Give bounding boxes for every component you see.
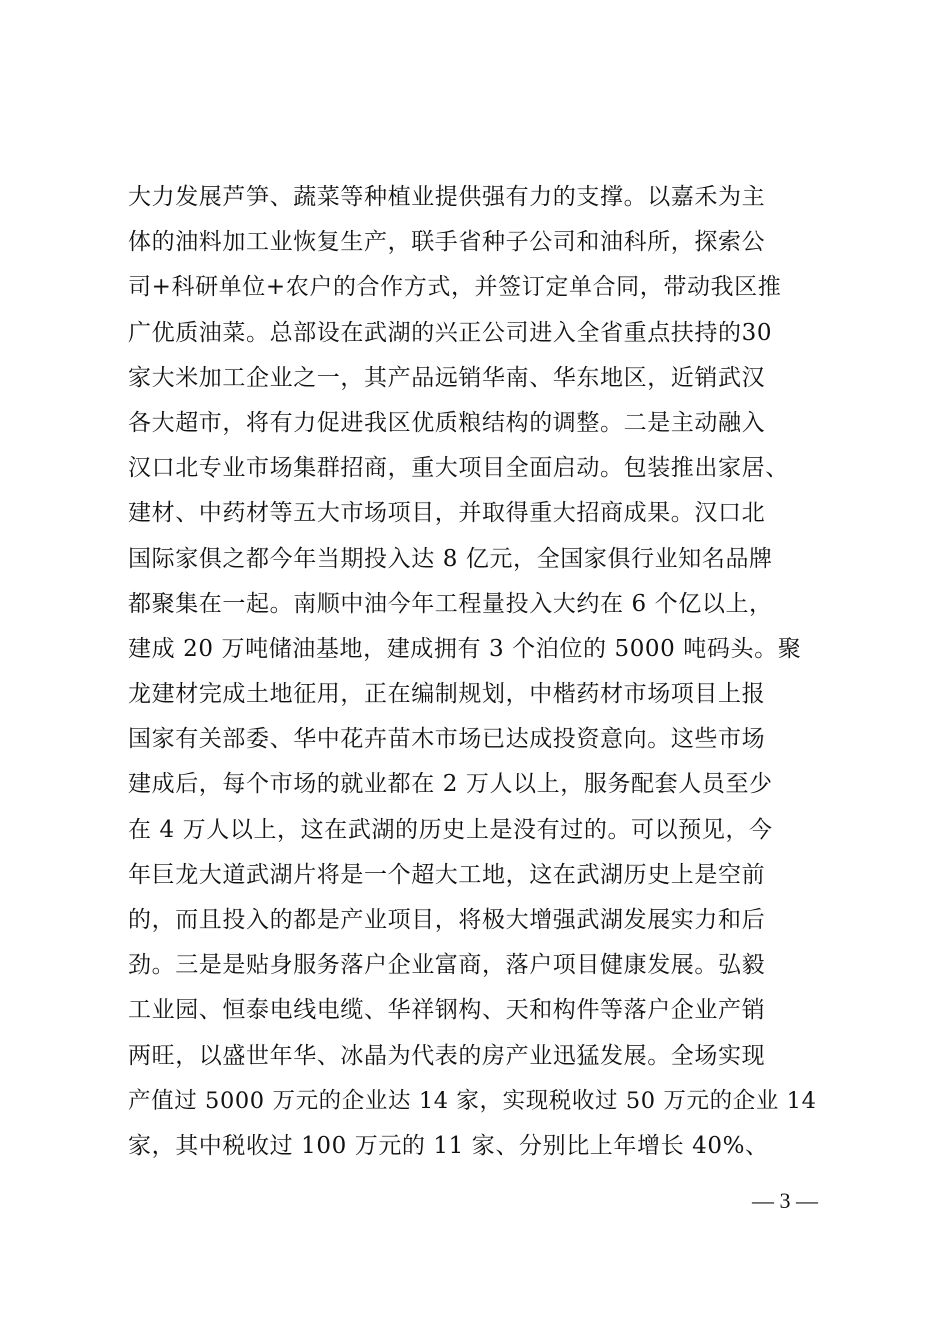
- text-line-9: 国际家俱之都今年当期投入达 8 亿元，全国家俱行业知名品牌: [128, 545, 773, 572]
- text-line-8: 建材、中药材等五大市场项目，并取得重大招商成果。汉口北: [128, 500, 766, 527]
- text-line-12: 龙建材完成土地征用，正在编制规划，中楷药材市场项目上报: [128, 681, 766, 708]
- text-line-21: 产值过 5000 万元的企业达 14 家，实现税收过 50 万元的企业 14: [128, 1087, 817, 1114]
- text-line-7: 汉口北专业市场集群招商，重大项目全面启动。包装推出家居、: [128, 455, 789, 482]
- text-line-17: 的，而且投入的都是产业项目，将极大增强武湖发展实力和后: [128, 907, 766, 933]
- text-line-15: 在 4 万人以上，这在武湖的历史上是没有过的。可以预见，今: [128, 816, 773, 843]
- text-line-3: 司+科研单位+农户的合作方式，并签订定单合同，带动我区推: [128, 274, 782, 301]
- text-line-11: 建成 20 万吨储油基地，建成拥有 3 个泊位的 5000 吨码头。聚: [128, 635, 802, 662]
- text-line-1: 大力发展芦笋、蔬菜等种植业提供强有力的支撑。以嘉禾为主: [128, 184, 766, 210]
- text-line-14: 建成后，每个市场的就业都在 2 万人以上，服务配套人员至少: [128, 771, 773, 798]
- text-line-18: 劲。三是是贴身服务落户企业富商，落户项目健康发展。弘毅: [128, 952, 766, 979]
- text-line-6: 各大超市，将有力促进我区优质粮结构的调整。二是主动融入: [128, 409, 766, 436]
- page-number: — 3 —: [752, 1188, 818, 1213]
- text-line-2: 体的油料加工业恢复生产，联手省种子公司和油科所，探索公: [128, 229, 766, 256]
- text-line-22: 家，其中税收过 100 万元的 11 家、分别比上年增长 40%、: [128, 1132, 769, 1159]
- text-line-20: 两旺，以盛世年华、冰晶为代表的房产业迅猛发展。全场实现: [128, 1042, 766, 1069]
- text-line-4: 广优质油菜。总部设在武湖的兴正公司进入全省重点扶持的30: [128, 319, 773, 346]
- text-line-10: 都聚集在一起。南顺中油今年工程量投入大约在 6 个亿以上，: [128, 590, 773, 617]
- text-line-16: 年巨龙大道武湖片将是一个超大工地，这在武湖历史上是空前: [128, 861, 766, 888]
- body-paragraph: [128, 175, 828, 1169]
- text-line-13: 国家有关部委、华中花卉苗木市场已达成投资意向。这些市场: [128, 726, 766, 753]
- text-line-5: 家大米加工企业之一，其产品远销华南、华东地区，近销武汉: [128, 364, 766, 391]
- text-line-19: 工业园、恒泰电线电缆、华祥钢构、天和构件等落户企业产销: [128, 997, 766, 1024]
